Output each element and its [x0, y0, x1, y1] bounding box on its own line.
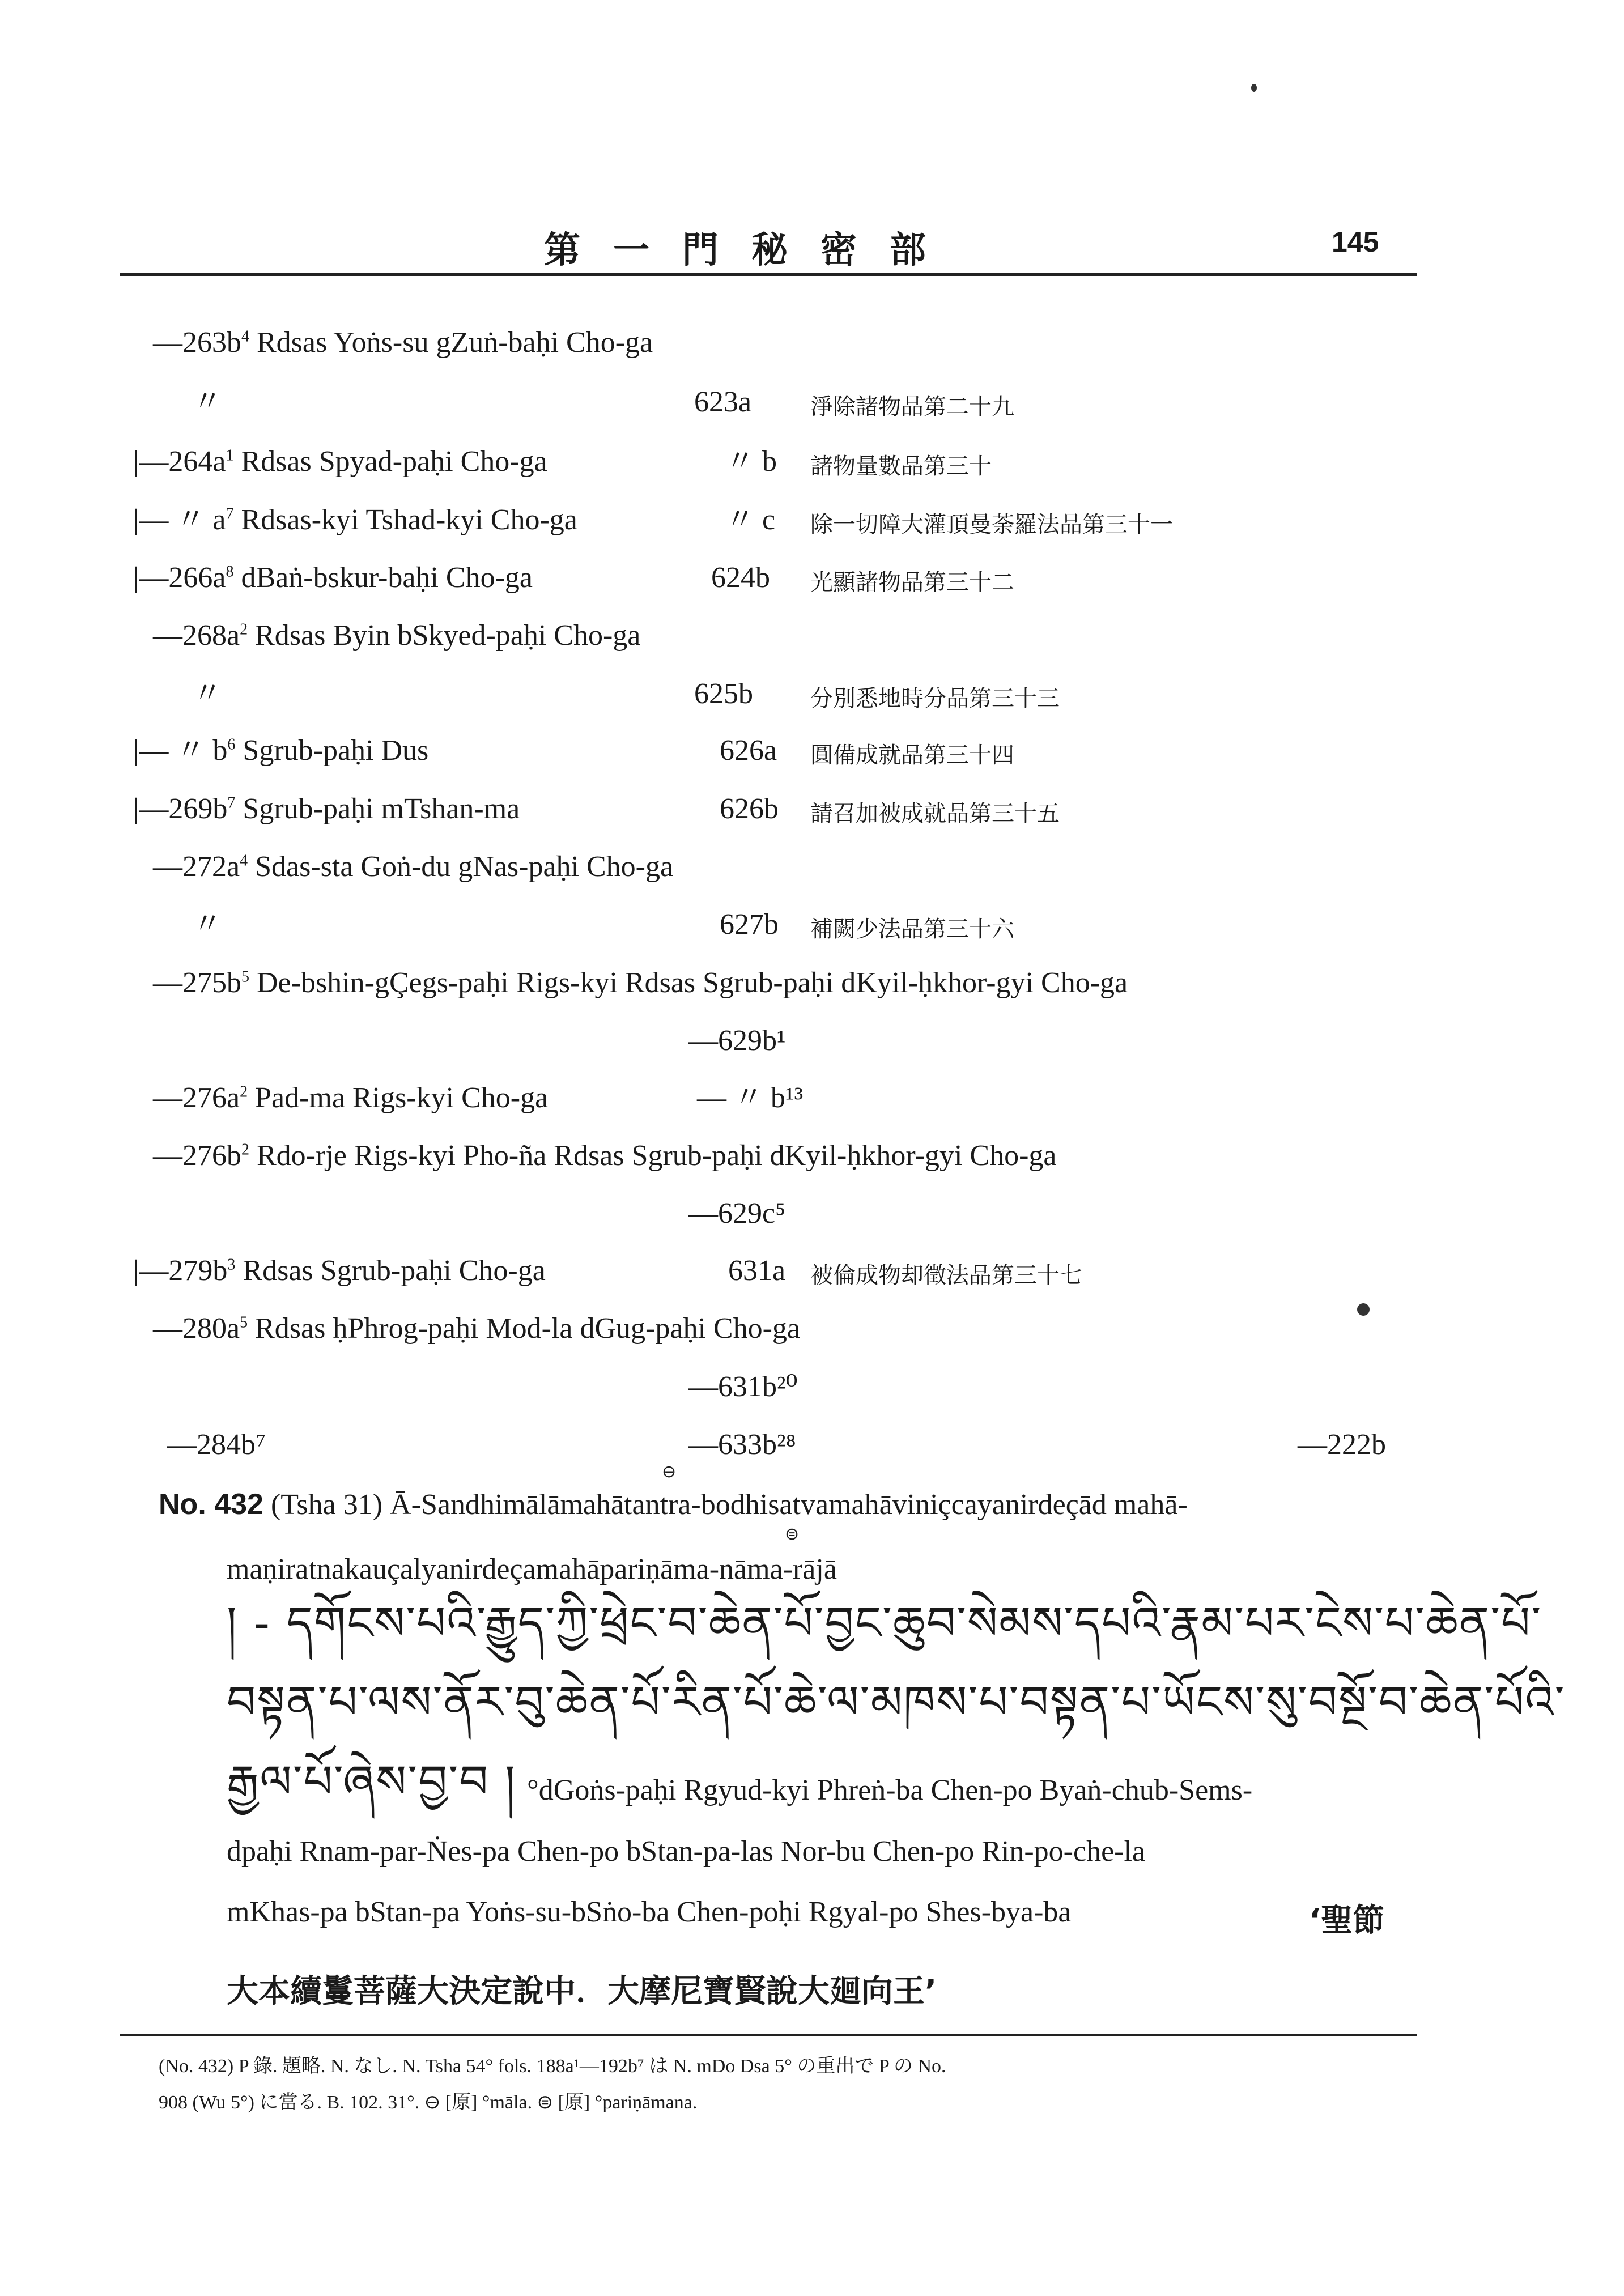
- transliteration-line-2: dpaḥi Rnam-par-Ṅes-pa Chen-po bStan-pa-las Nor-bu Chen-po Rin-po-che-la: [227, 1835, 1145, 1868]
- ditto-mark: 〃: [193, 386, 223, 418]
- chinese-title: 補闕少法品第三十六: [810, 916, 1014, 942]
- entry-name: Rdsas Sgrub-paḥi Cho-ga: [243, 1255, 546, 1287]
- tibetan-title-line-2: བསྟན་པ་ལས་ནོར་བུ་ཆེན་པོ་རིན་པོ་ཆེ་ལ་མཁས་པ་བསྟན་པ་ཡོངས་སུ་བསྔོ་བ་ཆེན་པོའི་: [227, 1676, 1566, 1729]
- folio: 627b: [720, 908, 779, 941]
- entry-name: Rdo-rje Rigs-kyi Pho-ña Rdsas Sgrub-paḥi dKyil-ḥkhor-gyi Cho-ga: [257, 1140, 1057, 1172]
- folio: 631a: [728, 1255, 786, 1287]
- range-middle: —633b²⁸: [688, 1428, 796, 1461]
- entry-row: $|—266a^8$ dBaṅ-bskur-baḥi Cho-ga: [133, 562, 533, 594]
- entry-name: Pad-ma Rigs-kyi Cho-ga: [255, 1082, 549, 1114]
- folio: 626a: [720, 734, 777, 767]
- chinese-title: 大本續鬘菩薩大決定說中．大摩尼寶賢說大廻向王’: [227, 1973, 937, 2010]
- entry-name: Sgrub-paḥi Dus: [243, 734, 429, 767]
- chinese-title: 請召加被成就品第三十五: [810, 801, 1060, 826]
- folio: —631b²⁰: [688, 1371, 798, 1403]
- folio: 〃 c: [725, 504, 776, 536]
- entry-name: Rdsas Spyad-paḥi Cho-ga: [241, 445, 547, 478]
- entry-name: Rdsas ḥPhrog-paḥi Mod-la dGug-paḥi Cho-ga: [255, 1312, 800, 1345]
- footnote-rule: [120, 2034, 1417, 2036]
- entry-name: dBaṅ-bskur-baḥi Cho-ga: [241, 562, 533, 594]
- entry-name: De-bshin-gÇegs-paḥi Rigs-kyi Rdsas Sgrub-paḥi dKyil-ḥkhor-gyi Cho-ga: [257, 967, 1128, 999]
- entry-row: $—275b^5$ De-bshin-gÇegs-paḥi Rigs-kyi Rdsas Sgrub-paḥi dKyil-ḥkhor-gyi Cho-ga: [153, 967, 1128, 999]
- chinese-title: 淨除諸物品第二十九: [810, 394, 1014, 419]
- folio: 〃 b: [725, 445, 777, 478]
- chinese-title: 圓備成就品第三十四: [810, 742, 1014, 768]
- folio: 623a: [694, 386, 752, 418]
- note-marker-1: ⊖: [424, 2091, 441, 2114]
- entry-row: $—272a^4$ Sdas-sta Goṅ-du gNas-paḥi Cho-ga: [153, 851, 674, 883]
- folio: —629c⁵: [688, 1197, 786, 1230]
- chinese-title: 分別悉地時分品第三十三: [810, 686, 1060, 711]
- note-marker-1: ⊖: [662, 1462, 677, 1482]
- ditto-mark: 〃: [193, 678, 223, 710]
- entry-name: Rdsas-kyi Tshad-kyi Cho-ga: [241, 504, 577, 536]
- folio: 625b: [694, 678, 753, 710]
- chinese-title: 被倫成物却徵法品第三十七: [810, 1262, 1082, 1288]
- entry-name: Sgrub-paḥi mTshan-ma: [243, 793, 520, 825]
- transliteration-line-3: mKhas-pa bStan-pa Yoṅs-su-bSṅo-ba Chen-poḥi Rgyal-po Shes-bya-ba: [227, 1896, 1072, 1928]
- chinese-title-open: ‘聖節: [1309, 1902, 1385, 1939]
- entry-number: No. 432: [159, 1488, 263, 1521]
- print-speck: [1251, 84, 1257, 92]
- entry-row: $—268a^2$ Rdsas Byin bSkyed-paḥi Cho-ga: [153, 619, 641, 652]
- entry-row: $|—264a^1$ Rdsas Spyad-paḥi Cho-ga: [133, 445, 547, 478]
- folio: —629b¹: [688, 1024, 786, 1057]
- folio: 626b: [720, 793, 779, 825]
- entry-volume: (Tsha 31): [270, 1489, 383, 1521]
- entry-row: |— 〃 $a^7$ Rdsas-kyi Tshad-kyi Cho-ga: [133, 504, 577, 536]
- note-marker-2: ⊜: [537, 2091, 554, 2114]
- entry-name: Sdas-sta Goṅ-du gNas-paḥi Cho-ga: [255, 851, 674, 883]
- entry-row: $—263b^4$ Rdsas Yoṅs-su gZuṅ-baḥi Cho-ga: [153, 326, 653, 359]
- tibetan-title-line-3: རྒྱལ་པོ་ཞེས་བྱ་བ །: [227, 1755, 516, 1808]
- entry-row: $|—269b^7$ Sgrub-paḥi mTshan-ma: [133, 793, 520, 825]
- entry-heading: [159, 1476, 1188, 1533]
- note-marker-2: ⊜: [785, 1524, 800, 1544]
- chinese-title: 光顯諸物品第三十二: [810, 569, 1014, 595]
- entry-row: $—276b^2$ Rdo-rje Rigs-kyi Pho-ña Rdsas Sgrub-paḥi dKyil-ḥkhor-gyi Cho-ga: [153, 1140, 1057, 1172]
- entry-row: $—276a^2$ Pad-ma Rigs-kyi Cho-ga: [153, 1082, 549, 1114]
- entry-name: Rdsas Yoṅs-su gZuṅ-baḥi Cho-ga: [257, 326, 653, 359]
- chinese-title: 除一切障大灌頂曼荼羅法品第三十一: [810, 512, 1173, 537]
- entry-row: $|—279b^3$ Rdsas Sgrub-paḥi Cho-ga: [133, 1255, 546, 1287]
- transliteration-line-1: °dGoṅs-paḥi Rgyud-kyi Phreṅ-ba Chen-po Byaṅ-chub-Sems-: [527, 1774, 1253, 1806]
- page-title: 第一門秘密部: [544, 230, 959, 270]
- folio: — 〃 b¹³: [697, 1082, 804, 1114]
- sanskrit-title-continued: maṇiratnakauçalyanirdeçamahāpariṇāma-nāma-rājā: [227, 1553, 837, 1585]
- header-rule: [120, 273, 1417, 276]
- ditto-mark: 〃: [193, 908, 223, 941]
- sanskrit-title: Ā-Sandhimālāmahātantra-bodhisatvamahāviniçcayanirdeçād mahā-: [390, 1489, 1188, 1521]
- entry-name: Rdsas Byin bSkyed-paḥi Cho-ga: [255, 619, 641, 652]
- print-speck: [1357, 1303, 1370, 1316]
- entry-row: $—280a^5$ Rdsas ḥPhrog-paḥi Mod-la dGug-paḥi Cho-ga: [153, 1312, 800, 1345]
- folio: 624b: [711, 562, 770, 594]
- page-number: 145: [1332, 226, 1379, 258]
- tibetan-title-line-1: ། - དགོངས་པའི་རྒྱུད་ཀྱི་ཕྲེང་བ་ཆེན་པོ་བྱང་ཆུབ་སེམས་དཔའི་རྣམ་པར་ངེས་པ་ཆེན་པོ་: [227, 1597, 1542, 1649]
- range-end: —222b: [1298, 1428, 1386, 1461]
- entry-row: |— 〃 $b^6$ Sgrub-paḥi Dus: [133, 734, 429, 767]
- footnote-line-1: (No. 432) P 錄. 題略. N. なし. N. Tsha 54° fols. 188a¹—192b⁷ は N. mDo Dsa 5° の重出で P の No.: [159, 2056, 946, 2077]
- chinese-title: 諸物量數品第三十: [810, 453, 992, 479]
- footnote-line-2: 908 (Wu 5°) に當る. B. 102. 31°. ⊖ [原] °māla. ⊜ [原] °pariṇāmana.: [159, 2091, 698, 2114]
- range-start: —284b⁷: [167, 1428, 266, 1461]
